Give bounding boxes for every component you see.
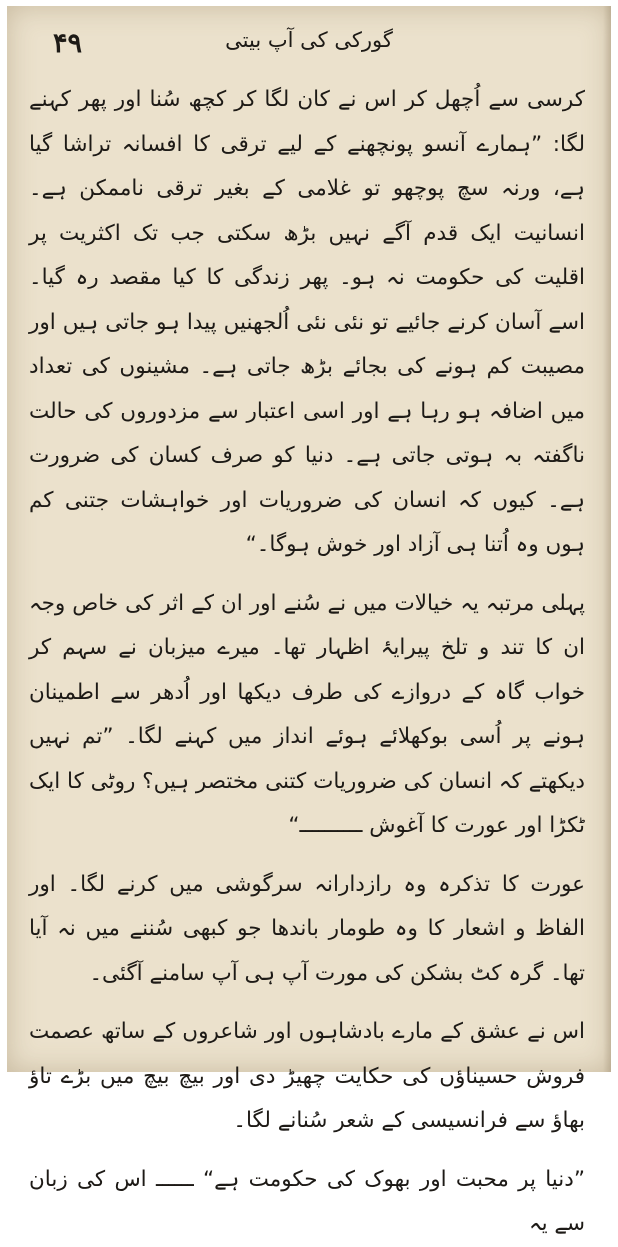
paragraph-5: ”دنیا پر محبت اور بھوک کی حکومت ہے“ ــــــ اس کی زبان سے یہ xyxy=(29,1166,585,1236)
paragraph-3: عورت کا تذکرہ وہ رازدارانہ سرگوشی میں کرنے لگا۔ اور الفاظ و اشعار کا وہ طومار باندھا جو کبھی سُننے میں نہ آیا تھا۔ گرہ کٹ بشکن کی مورت آپ ہی آپ سامنے آگئی۔ xyxy=(29,871,585,986)
running-title: گورکی کی آپ بیتی xyxy=(225,28,393,52)
page-edge-shadow xyxy=(603,6,611,1072)
paragraph-4: اس نے عشق کے مارے بادشاہوں اور شاعروں کے ساتھ عصمت فروش حسیناؤں کی حکایت چھیڑ دی اور بیچ بیچ میں بڑے تاؤ بھاؤ سے فرانسیسی کے شعر سُنانے لگا۔ xyxy=(29,1019,585,1133)
page-number: ۴۹ xyxy=(53,28,83,59)
paragraph-1: کرسی سے اُچھل کر اس نے کان لگا کر کچھ سُنا اور پھر کہنے لگا: ”ہمارے آنسو پونچھنے کے لیے ترقی کا افسانہ تراشا گیا ہے، ورنہ سچ پوچھو تو غلامی کے بغیر ترقی ناممکن ہے۔ انسانیت ایک قدم آگے نہیں بڑھ سکتی جب تک اکثریت پر اقلیت کی حکومت نہ ہو۔ پھر زندگی کا کیا مقصد رہ گیا۔ اسے آسان کرنے جائیے تو نئی نئی اُلجھنیں پیدا ہو جاتی ہیں اور مصیبت کم ہونے کی بجائے بڑھ جاتی ہے۔ مشینوں کی تعداد میں اضافہ ہو رہا ہے اور اسی اعتبار سے مزدوروں کی حالت ناگفتہ بہ ہوتی جاتی ہے۔ دنیا کو صرف کسان کی ضرورت ہے۔ کیوں کہ انسان کی ضروریات اور خواہشات جتنی کم ہوں وہ اُتنا ہی آزاد اور خوش ہوگا۔“ xyxy=(29,87,585,557)
book-page xyxy=(7,6,611,1236)
paragraph-2: پہلی مرتبہ یہ خیالات میں نے سُنے اور ان کے اثر کی خاص وجہ ان کا تند و تلخ پیرایۂ اظہار تھا۔ میرے میزبان نے سہم کر خواب گاہ کے دروازے کی طرف دیکھا اور اُدھر سے اطمینان ہونے پر اُسی بوکھلائے ہوئے انداز میں کہنے لگا۔ ”تم نہیں دیکھتے کہ انسان کی ضروریات کتنی مختصر ہیں؟ روٹی کا ایک ٹکڑا اور عورت کا آغوش ــــــــــ“ xyxy=(29,590,585,838)
body-text xyxy=(29,78,585,1247)
